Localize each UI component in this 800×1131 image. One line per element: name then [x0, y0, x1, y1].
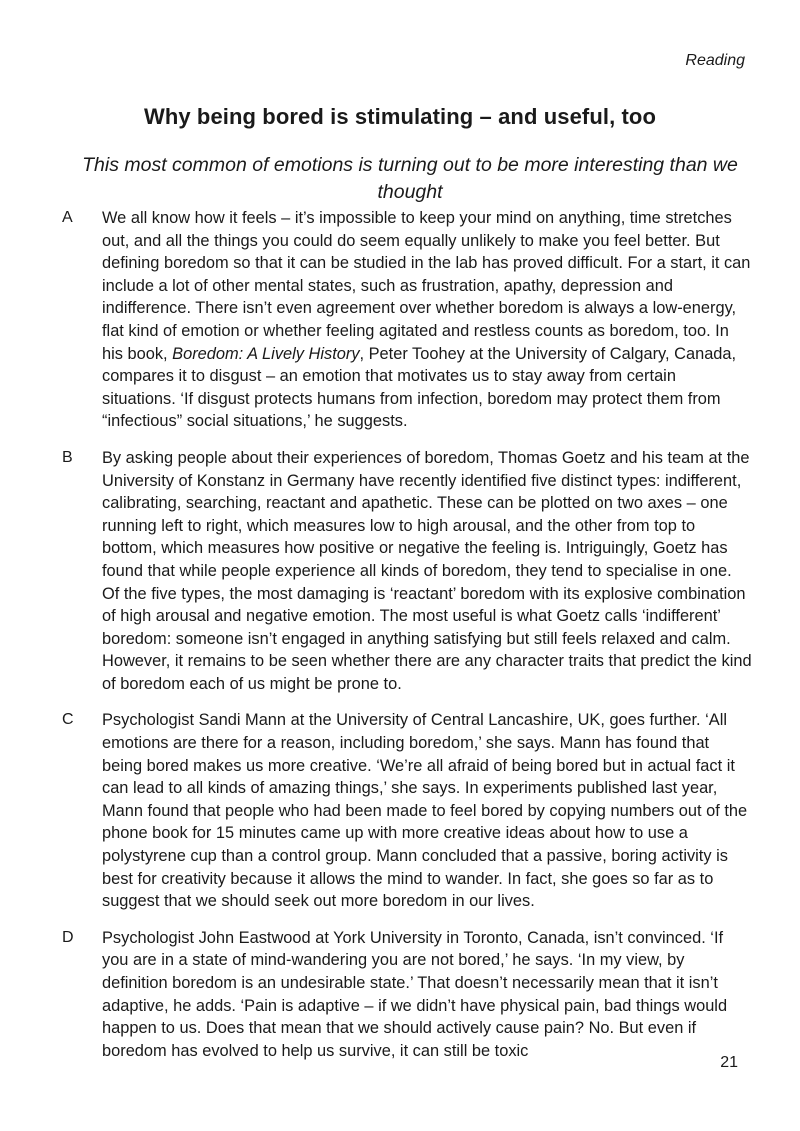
section-paragraph: By asking people about their experiences of boredom, Thomas Goetz and his team at the University of Konstanz in Germany have recently identified five distinct types: indifferent, calibrating, searching, reactant and apathetic. These can be plotted on two axes – one running left to right, which measures low to high arousal, and the other from top to bottom, which measures how positive or negative the feeling is. Intriguingly, Goetz has found that while people experience all kinds of boredom, they tend to specialise in one. Of the five types, the most damaging is ‘reactant’ boredom with its explosive combination of high arousal and negative emotion. The most useful is what Goetz calls ‘indifferent’ boredom: someone isn’t engaged in anything satisfying but still feels relaxed and calm. However, it remains to be seen whether there are any character traits that predict the kind of boredom each of us might be prone to. — [102, 448, 752, 693]
section-b — [62, 447, 752, 696]
section-d — [62, 927, 752, 1063]
article-body — [62, 207, 752, 1076]
section-letter: C — [62, 711, 74, 729]
article-subtitle: This most common of emotions is turning out to be more interesting than we thought — [82, 154, 738, 203]
section-letter: B — [62, 448, 73, 466]
section-c — [62, 709, 752, 912]
section-text: , Peter Toohey at the University of Calgary, Canada, compares it to disgust – an emotion that motivates us to stay away from certain situations. ‘If disgust protects humans from infection, boredom may protect them from “infectious” social situations,’ he suggests. — [102, 344, 737, 431]
section-letter: D — [62, 928, 74, 946]
section-a — [62, 207, 752, 433]
article-title: Why being bored is stimulating – and useful, too — [143, 104, 657, 129]
running-head: Reading — [685, 52, 745, 69]
section-text: We all know how it feels – it’s impossible to keep your mind on anything, time stretches out, and all the things you could do seem equally unlikely to make you feel better. But defining boredom so that it can be studied in the lab has proved difficult. For a start, it can include a lot of other mental states, such as frustration, apathy, depression and indifference. There isn’t even agreement over whether boredom is always a low-energy, flat kind of emotion or whether feeling agitated and restless counts as boredom, too. In his book, — [102, 209, 751, 363]
section-letter: A — [62, 209, 73, 226]
section-paragraph: Psychologist Sandi Mann at the University of Central Lancashire, UK, goes further. ‘All emotions are there for a reason, including boredom,’ she says. Mann has found that being bored makes us more creative. ‘We’re all afraid of being bored but in actual fact it can lead to all kinds of amazing things,’ she says. In experiments published last year, Mann found that people who had been made to feel bored by copying numbers out of the phone book for 15 minutes came up with more creative ideas about how to use a polystyrene cup than a control group. Mann concluded that a passive, boring activity is best for creativity because it allows the mind to wander. In fact, she goes so far as to suggest that we should seek out more boredom in our lives. — [102, 711, 748, 911]
book-title: Boredom: A Lively History — [172, 344, 360, 363]
section-paragraph — [102, 207, 752, 433]
section-paragraph: Psychologist John Eastwood at York University in Toronto, Canada, isn’t convinced. ‘If you are in a state of mind-wandering you are not bored,’ he says. ‘In my view, by definition boredom is an undesirable state.’ That doesn’t necessarily mean that it isn’t adaptive, he adds. ‘Pain is adaptive – if we didn’t have physical pain, bad things would happen to us. Does that mean that we should actively cause pain? No. But even if boredom has evolved to help us survive, it can still be toxic — [102, 928, 728, 1060]
page-number: 21 — [720, 1054, 738, 1071]
